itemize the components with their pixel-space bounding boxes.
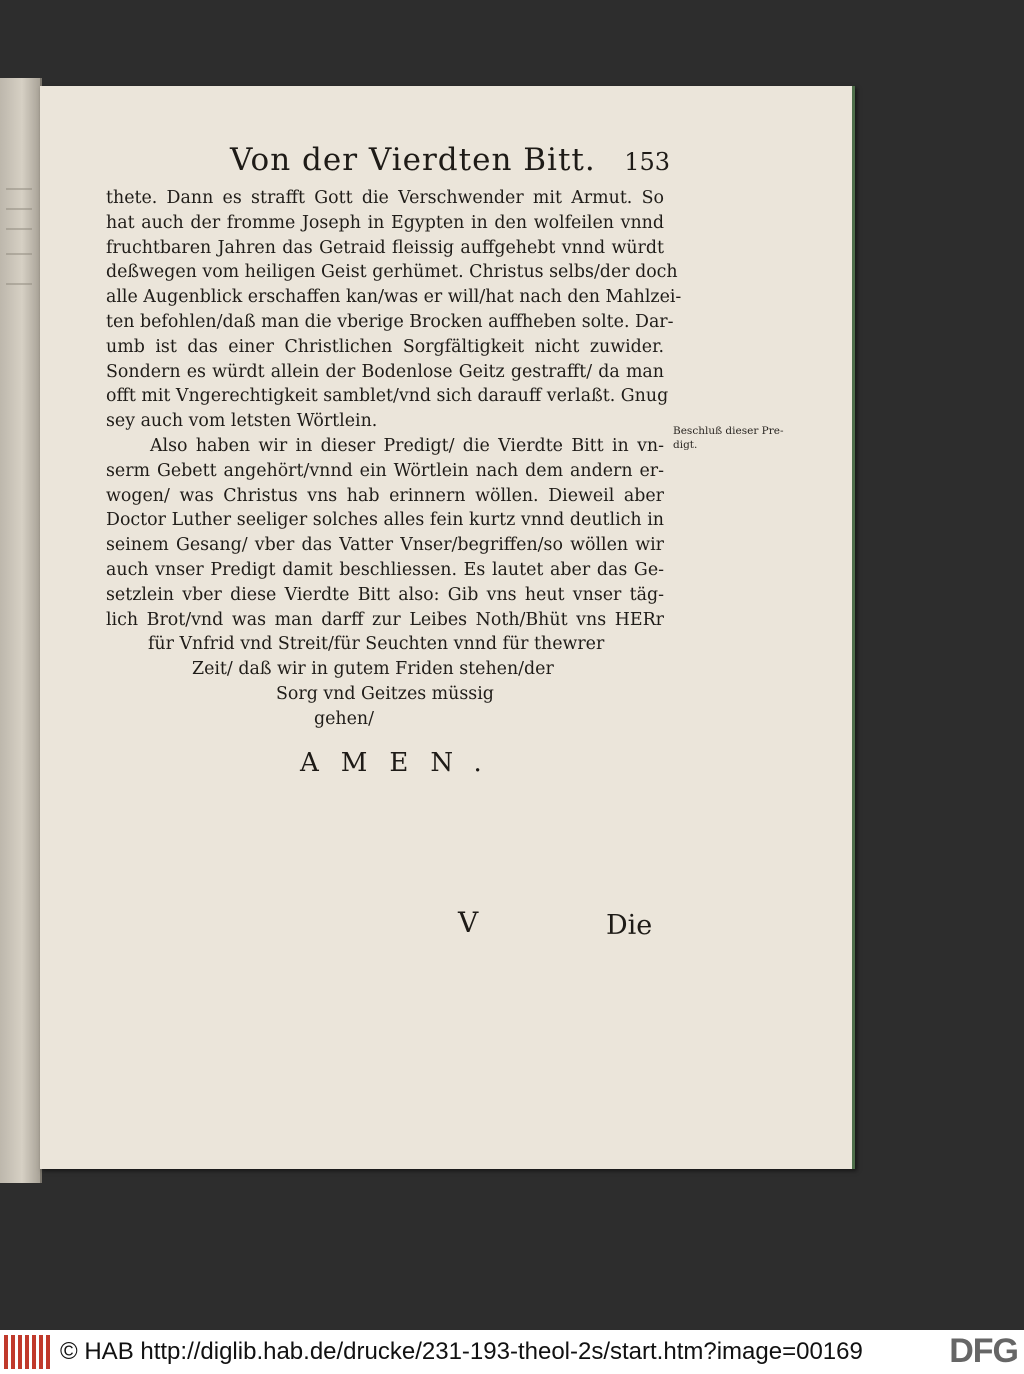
text-line: deßwegen vom heiligen Geist gerhümet. Christus selbs/der doch xyxy=(106,262,678,283)
text-line: alle Augenblick erschaffen kan/was er will/hat nach den Mahlzei- xyxy=(106,287,682,308)
text-line: thete. Dann es strafft Gott die Verschwender mit Armut. So xyxy=(106,188,664,208)
page-number: 153 xyxy=(624,148,670,176)
copyright-url[interactable]: © HAB http://diglib.hab.de/drucke/231-193-theol-2s/start.htm?image=00169 xyxy=(60,1338,863,1365)
text-line: Also haben wir in dieser Predigt/ die Vierdte Bitt in vn- xyxy=(150,435,664,456)
catchword: Die xyxy=(606,910,653,941)
text-line: seinem Gesang/ vber das Vatter Vnser/begriffen/so wöllen wir xyxy=(106,535,664,556)
text-line: ten befohlen/daß man die vberige Brocken auffheben solte. Dar- xyxy=(106,311,674,332)
text-line: wogen/ was Christus vns hab erinnern wöllen. Dieweil aber xyxy=(106,485,664,506)
text-line: für Vnfrid vnd Streit/für Seuchten vnnd für thewrer xyxy=(148,634,605,655)
footer-bar xyxy=(0,1330,1024,1374)
text-line: lich Brot/vnd was man darff zur Leibes Noth/Bhüt vns HERr xyxy=(106,609,664,630)
body-text xyxy=(106,186,682,732)
text-line: Zeit/ daß wir in gutem Friden stehen/der xyxy=(192,659,554,680)
marginal-note: Beschluß dieser Pre-digt. xyxy=(673,425,784,451)
text-line: setzlein vber diese Vierdte Bitt also: Gib vns heut vnser täg- xyxy=(106,584,664,605)
dfg-logo: DFG xyxy=(949,1332,1018,1370)
text-line: fruchtbaren Jahren das Getraid fleissig auffgehebt vnnd würdt xyxy=(106,237,664,258)
text-line: auch vnser Predigt damit beschliessen. Es lautet aber das Ge- xyxy=(106,559,664,580)
running-title: Von der Vierdten Bitt. xyxy=(230,142,596,178)
text-line: serm Gebett angehört/vnnd ein Wörtlein nach dem andern er- xyxy=(106,460,664,481)
amen-closing: AMEN. xyxy=(300,748,504,778)
hab-logo-icon xyxy=(4,1335,52,1369)
text-line: Doctor Luther seeliger solches alles fein kurtz vnnd deutlich in xyxy=(106,510,664,531)
text-line: hat auch der fromme Joseph in Egypten in den wolfeilen vnnd xyxy=(106,212,664,233)
text-line: umb ist das einer Christlichen Sorgfältigkeit nicht zuwider. xyxy=(106,336,664,357)
book-page xyxy=(40,86,855,1169)
text-line: gehen/ xyxy=(314,708,374,729)
text-line: Sondern es würdt allein der Bodenlose Geitz gestrafft/ da man xyxy=(106,361,664,382)
text-line: offt mit Vngerechtigkeit samblet/vnd sich darauff verlaßt. Gnug xyxy=(106,386,669,407)
text-line: Sorg vnd Geitzes müssig xyxy=(276,683,494,704)
page-header xyxy=(230,142,670,178)
previous-leaf-edge xyxy=(0,78,42,1183)
signature-mark: V xyxy=(458,906,479,939)
text-line: sey auch vom letsten Wörtlein. xyxy=(106,411,378,432)
